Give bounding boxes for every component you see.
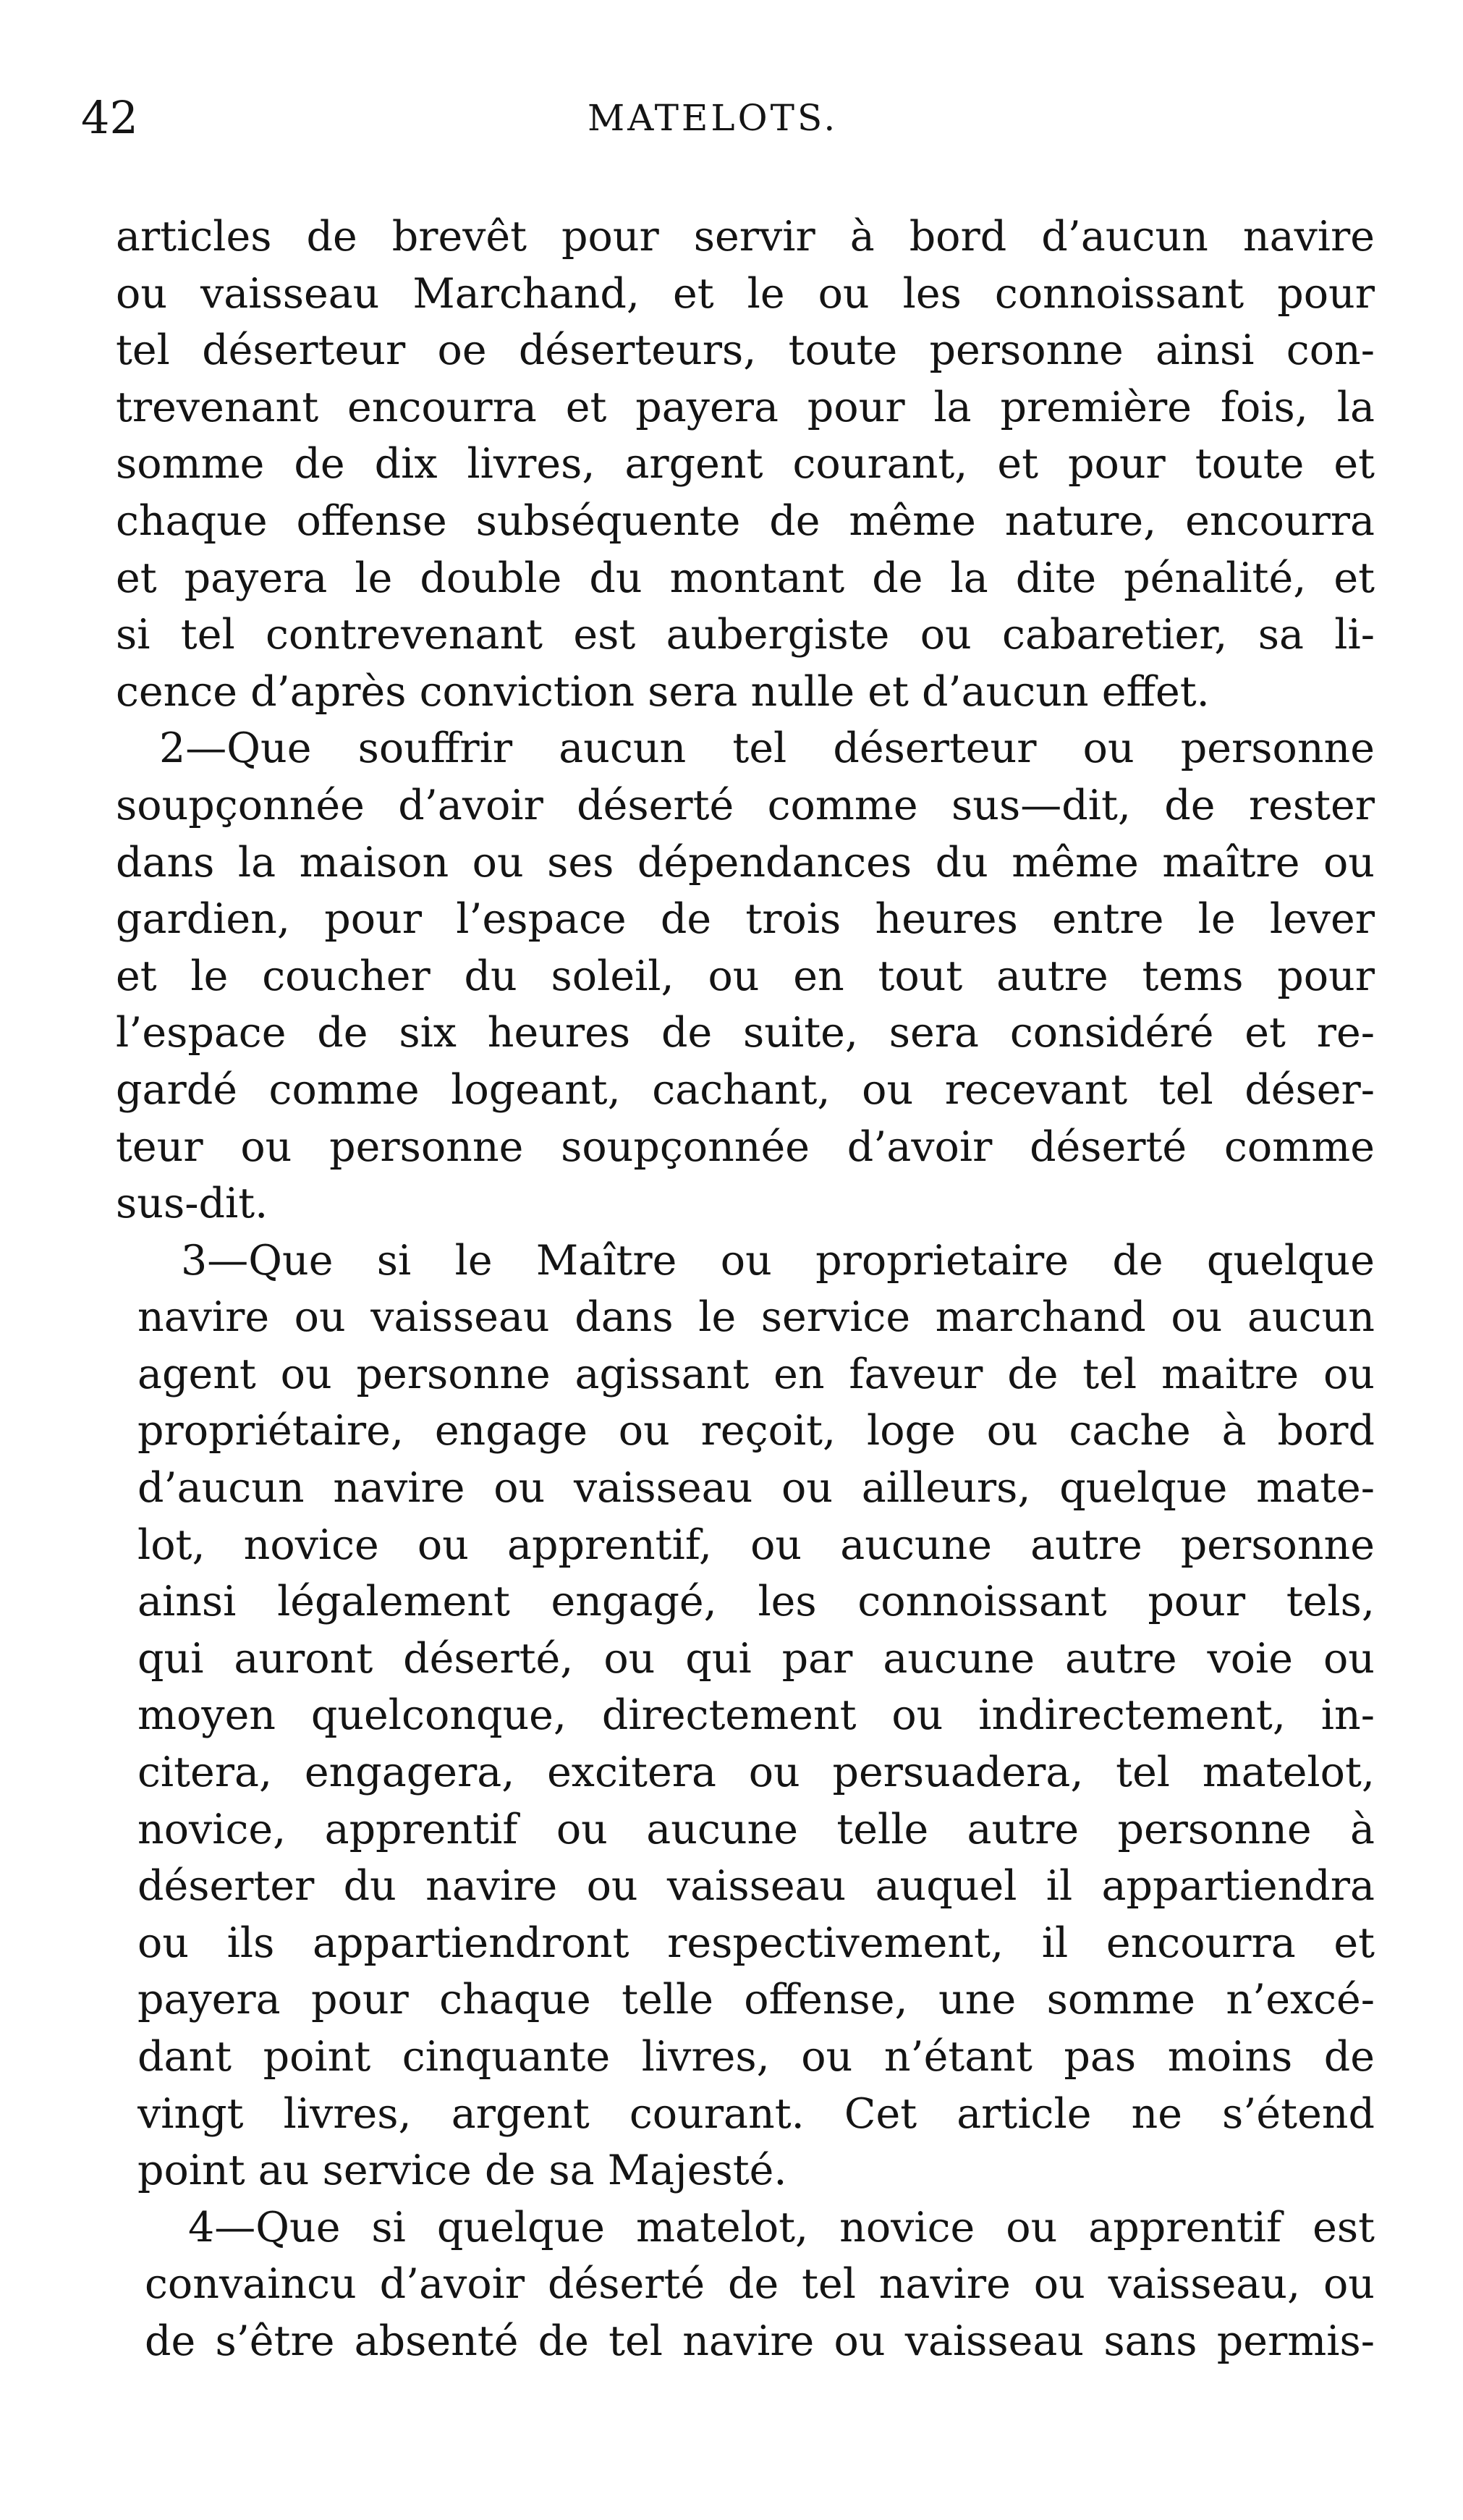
text-line: navire ou vaisseau dans le service marchand ou aucun [137, 1293, 1375, 1342]
text-line: cence d’après conviction sera nulle et d’aucun effet. [116, 667, 1210, 716]
text-line: dant point cinquante livres, ou n’étant pas moins de [137, 2033, 1375, 2081]
page-header [81, 85, 1383, 151]
text-line: qui auront déserté, ou qui par aucune autre voie ou [137, 1634, 1375, 1683]
text-line: chaque offense subséquente de même nature, encourra [116, 496, 1375, 545]
text-line: somme de dix livres, argent courant, et pour toute et [116, 440, 1375, 489]
text-line: sus-dit. [116, 1180, 268, 1228]
body-text [116, 208, 1375, 2370]
running-title: MATELOTS. [588, 97, 839, 139]
text-line: ainsi légalement engagé, les connoissant pour tels, [137, 1578, 1375, 1626]
text-line: teur ou personne soupçonnée d’avoir déserté comme [116, 1122, 1375, 1171]
page-number: 42 [81, 91, 138, 144]
text-line: d’aucun navire ou vaisseau ou ailleurs, quelque mate- [137, 1464, 1375, 1513]
text-line: lot, novice ou apprentif, ou aucune autre personne [137, 1521, 1375, 1569]
text-line: dans la maison ou ses dépendances du même maître ou [116, 838, 1375, 887]
text-line: payera pour chaque telle offense, une somme n’excé- [137, 1976, 1375, 2024]
text-line: propriétaire, engage ou reçoit, loge ou cache à bord [137, 1407, 1375, 1455]
paragraph-2 [116, 720, 1375, 1232]
text-line: point au service de sa Majesté. [137, 2147, 787, 2195]
text-line: et payera le double du montant de la dite pénalité, et [116, 554, 1375, 602]
text-line: déserter du navire ou vaisseau auquel il appartiendra [137, 1862, 1375, 1911]
paragraph-4 [145, 2199, 1375, 2370]
text-line: tel déserteur oe déserteurs, toute personne ainsi con- [116, 326, 1375, 375]
text-line: soupçonnée d’avoir déserté comme sus—dit, de rester [116, 781, 1375, 829]
text-line: ou ils appartiendront respectivement, il encourra et [137, 1919, 1375, 1967]
paragraph-3 [137, 1232, 1375, 2199]
text-line: si tel contrevenant est aubergiste ou cabaretier, sa li- [116, 611, 1375, 659]
text-line: 2—Que souffrir aucun tel déserteur ou personne [159, 724, 1375, 773]
paragraph-1 [116, 208, 1375, 720]
text-line: et le coucher du soleil, ou en tout autre tems pour [116, 952, 1375, 1000]
text-line: vingt livres, argent courant. Cet article ne s’étend [137, 2089, 1375, 2138]
text-line: convaincu d’avoir déserté de tel navire ou vaisseau, ou [145, 2260, 1375, 2309]
text-line: novice, apprentif ou aucune telle autre personne à [137, 1805, 1375, 1853]
text-line: citera, engagera, excitera ou persuadera, tel matelot, [137, 1749, 1375, 1797]
text-line: gardien, pour l’espace de trois heures entre le lever [116, 895, 1375, 944]
text-line: gardé comme logeant, cachant, ou recevant tel déser- [116, 1065, 1375, 1114]
text-line: l’espace de six heures de suite, sera considéré et re- [116, 1009, 1375, 1057]
text-line: articles de brevêt pour servir à bord d’aucun navire [116, 213, 1375, 261]
text-line: ou vaisseau Marchand, et le ou les connoissant pour [116, 269, 1375, 318]
text-line: trevenant encourra et payera pour la première fois, la [116, 383, 1375, 431]
text-line: agent ou personne agissant en faveur de tel maitre ou [137, 1350, 1375, 1398]
text-line: moyen quelconque, directement ou indirectement, in- [137, 1691, 1375, 1740]
text-line: 3—Que si le Maître ou proprietaire de quelque [181, 1236, 1375, 1285]
text-line: 4—Que si quelque matelot, novice ou apprentif est [188, 2203, 1375, 2251]
text-line: de s’être absenté de tel navire ou vaisseau sans permis- [145, 2317, 1375, 2365]
